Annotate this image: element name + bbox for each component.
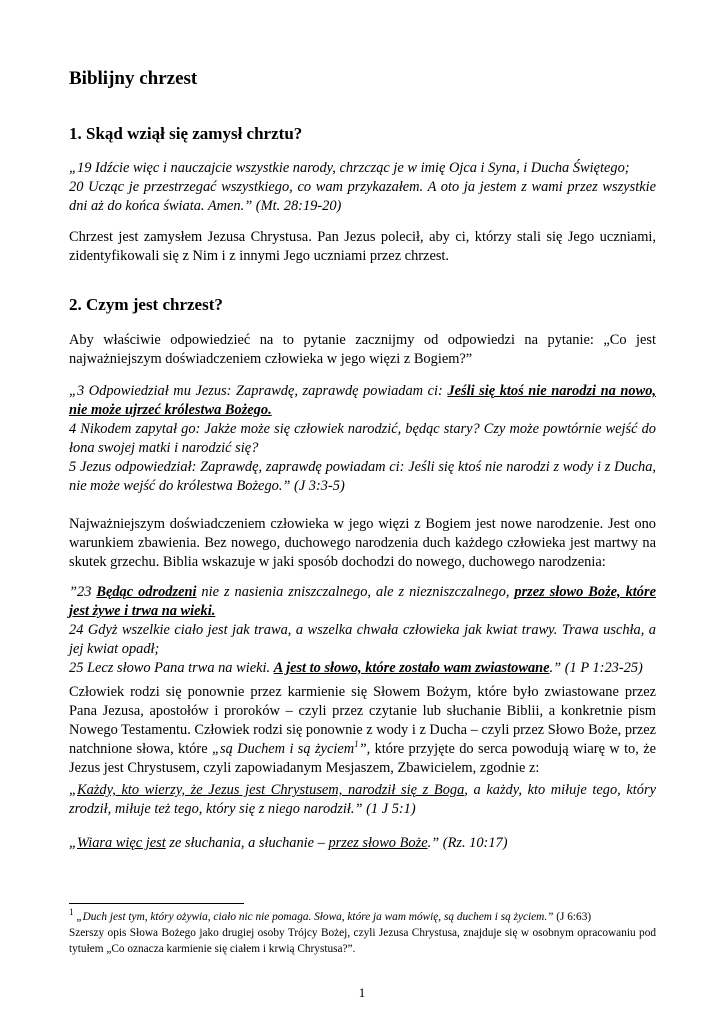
quote-peter-verse-25: 25 Lecz słowo Pana trwa na wieki. A jest to słowo, które zostało wam zwiastowane.” (1 P 1:23-25) [69, 660, 643, 676]
section-2-body-1: Najważniejszym doświadczeniem człowieka w jego więzi z Bogiem jest nowe narodzenie. Jest ono warunkiem zbawienia. Bez nowego, duchowego narodzenia duch każdego człowieka jest martwy na skutek grzechu. Biblia wskazuje w jaki sposób dochodzi do nowego, duchowego narodzenia: [69, 516, 656, 570]
quote-1-john-5: „Każdy, kto wierzy, że Jezus jest Chrystusem, narodził się z Boga, a każdy, kto miłuje tego, który zrodził, miłuje też tego, który się z niego narodził.” (1 J 5:1) [69, 782, 656, 817]
footnote-reference[interactable]: 1 [354, 739, 359, 750]
quote-mt-line-19: „19 Idźcie więc i nauczajcie wszystkie narody, chrzcząc je w imię Ojca i Syna, i Ducha Świętego; [69, 160, 630, 176]
section-1-quote [69, 159, 656, 216]
document-title: Biblijny chrzest [69, 68, 198, 89]
emphasis-born-again: Jeśli się ktoś nie narodzi na nowo, nie może ujrzeć królestwa Bożego. [69, 383, 656, 418]
footnote-mark: 1 [69, 907, 74, 918]
footnote-divider [69, 903, 244, 904]
emphasis-proclaimed-word: A jest to słowo, które zostało wam zwiastowane [273, 660, 550, 676]
quote-john-3 [69, 382, 656, 496]
emphasis-believes-jesus-christ: Każdy, kto wierzy, że Jezus jest Chrystusem, narodził się z Boga [77, 782, 465, 798]
emphasis-word-of-god: przez słowo Boże, które jest żywe i trwa na wieki. [69, 584, 656, 619]
section-2-body-2: Człowiek rodzi się ponownie przez karmienie się Słowem Bożym, które było zwiastowane przez Pana Jezusa, apostołów i proroków – czyli przez czytanie lub słuchanie Biblii, a konkretnie pism Nowego Testamentu. Człowiek rodzi się ponownie z wody i z Ducha – czyli przez Słowo Boże, przez natchnione słowa, które „są Duchem i są życiem$^1$”, które przyjęte do serca powodują wiarę w to, że Jezus jest Chrystusem, czyli zapowiadanym Mesjaszem, Zbawicielem, zgodnie z: [69, 684, 656, 776]
inline-quote-spirit-life: „są Duchem i są życiem$^1$” [211, 739, 367, 757]
section-2-heading: 2. Czym jest chrzest? [69, 295, 223, 314]
emphasis-faith-is: Wiara więc jest [77, 835, 166, 851]
section-1-heading: 1. Skąd wziął się zamysł chrztu? [69, 124, 303, 143]
section-1-body: Chrzest jest zamysłem Jezusa Chrystusa. Pan Jezus polecił, aby ci, którzy stali się Jego uczniami, zidentyfikowali się z Nim i z innymi Jego uczniami przez chrzest. [69, 229, 656, 264]
footnote-text: Szerszy opis Słowa Bożego jako drugiej osoby Trójcy Bożej, czyli Jezusa Chrystusa, znajduje się w osobnym opracowaniu pod tytułem „Co oznacza karmienie się ciałem i krwią Chrystusa?”. [69, 927, 656, 955]
quote-mt-line-20: 20 Ucząc je przestrzegać wszystkiego, co wam przykazałem. A oto ja jestem z wami przez wszystkie dni aż do końca świata. Amen.” (Mt. 28:19-20) [69, 179, 656, 214]
emphasis-being-reborn: Będąc odrodzeni [96, 584, 197, 600]
quote-john-verse-5: 5 Jezus odpowiedział: Zaprawdę, zaprawdę powiadam ci: Jeśli się ktoś nie narodzi z wody i z Ducha, nie może wejść do królestwa Bożego.” (J 3:3-5) [69, 459, 656, 494]
quote-1-peter [69, 583, 656, 678]
quote-peter-verse-24: 24 Gdyż wszelkie ciało jest jak trawa, a wszelka chwała człowieka jak kwiat trawy. Trawa uschła, a jej kwiat opadł; [69, 622, 656, 657]
section-2-intro: Aby właściwie odpowiedzieć na to pytanie zacznijmy od odpowiedzi na pytanie: „Co jest najważniejszym doświadczeniem człowieka w jego więzi z Bogiem?” [69, 332, 656, 367]
quote-john-verse-3: „3 Odpowiedział mu Jezus: Zaprawdę, zaprawdę powiadam ci: Jeśli się ktoś nie narodzi na nowo, nie może ujrzeć królestwa Bożego. [69, 383, 656, 418]
emphasis-word-of-god-2: przez słowo Boże [328, 835, 428, 851]
quote-romans-10: „Wiara więc jest ze słuchania, a słuchanie – przez słowo Boże.” (Rz. 10:17) [69, 835, 508, 851]
page-number: 1 [358, 985, 366, 1000]
quote-peter-verse-23: ”23 Będąc odrodzeni nie z nasienia zniszczalnego, ale z niezniszczalnego, przez słowo Boże, które jest żywe i trwa na wieki. [69, 584, 656, 619]
footnote [69, 909, 656, 957]
quote-john-verse-4: 4 Nikodem zapytał go: Jakże może się człowiek narodzić, będąc stary? Czy może powtórnie wejść do łona swojej matki i narodzić się? [69, 421, 656, 456]
footnote-line-1: $^1$ „Duch jest tym, który ożywia, ciało nic nie pomaga. Słowa, które ja wam mówię, są duchem i są życiem.” (J 6:63) [69, 907, 592, 923]
